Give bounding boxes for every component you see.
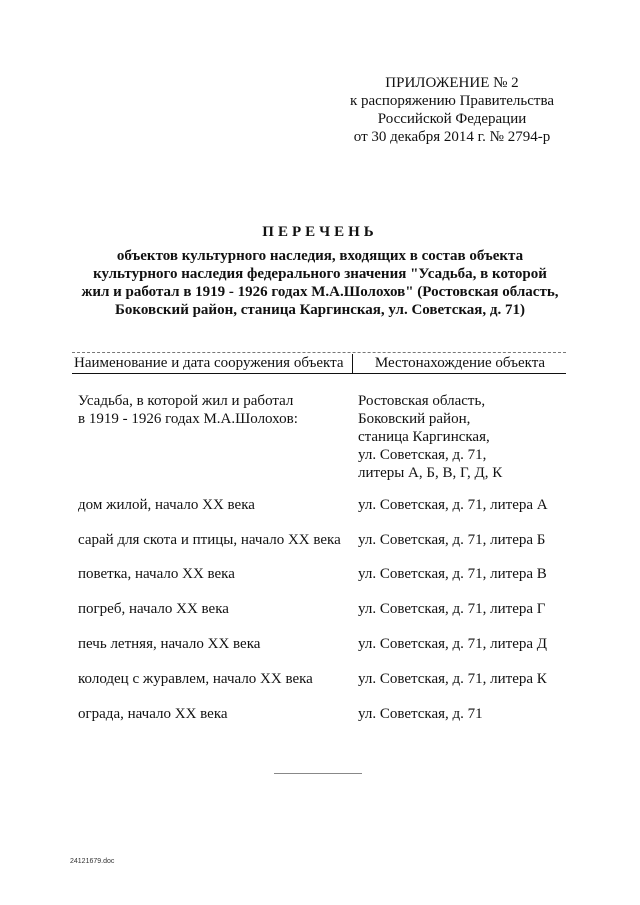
- appendix-line: от 30 декабря 2014 г. № 2794-р: [353, 129, 551, 145]
- object-name: колодец с журавлем, начало XX века: [78, 671, 313, 687]
- object-location: ул. Советская, д. 71, литера Д: [358, 636, 547, 652]
- appendix-block: [350, 74, 554, 146]
- object-name: ограда, начало XX века: [78, 706, 228, 722]
- object-location: Ростовская область, Боковский район, станица Каргинская, ул. Советская, д. 71, литеры А, Б, В, Г, Д, К: [358, 393, 503, 481]
- table-header: [72, 354, 566, 374]
- document-heading: ПЕРЕЧЕНЬ: [262, 224, 378, 240]
- object-name: печь летняя, начало XX века: [78, 636, 261, 652]
- object-location: ул. Советская, д. 71, литера Г: [358, 601, 546, 617]
- object-name: погреб, начало XX века: [78, 601, 229, 617]
- object-location: ул. Советская, д. 71, литера В: [358, 566, 547, 582]
- subtitle-line: культурного наследия федерального значения "Усадьба, в которой: [93, 266, 547, 282]
- column-header-location: Местонахождение объекта: [374, 355, 546, 371]
- appendix-title: ПРИЛОЖЕНИЕ № 2: [385, 75, 519, 91]
- end-rule: [274, 773, 362, 774]
- object-name: Усадьба, в которой жил и работал в 1919 - 1926 годах М.А.Шолохов:: [78, 393, 298, 427]
- appendix-line: Российской Федерации: [377, 111, 527, 127]
- subtitle-line: объектов культурного наследия, входящих в состав объекта: [116, 248, 524, 264]
- object-name: поветка, начало XX века: [78, 566, 235, 582]
- object-name: сарай для скота и птицы, начало XX века: [78, 532, 341, 548]
- subtitle-line: жил и работал в 1919 - 1926 годах М.А.Шолохов" (Ростовская область,: [81, 284, 559, 300]
- object-location: ул. Советская, д. 71, литера К: [358, 671, 547, 687]
- table-top-rule: [72, 352, 566, 353]
- document-subtitle: [60, 247, 580, 319]
- column-header-name: Наименование и дата сооружения объекта: [74, 355, 344, 371]
- appendix-line: к распоряжению Правительства: [349, 93, 554, 109]
- object-location: ул. Советская, д. 71, литера Б: [358, 532, 546, 548]
- subtitle-line: Боковский район, станица Каргинская, ул. Советская, д. 71): [114, 302, 525, 318]
- object-location: ул. Советская, д. 71: [358, 706, 483, 722]
- object-name: дом жилой, начало XX века: [78, 497, 255, 513]
- column-separator: [352, 354, 353, 373]
- file-reference: 24121679.doc: [70, 858, 115, 865]
- object-location: ул. Советская, д. 71, литера А: [358, 497, 548, 513]
